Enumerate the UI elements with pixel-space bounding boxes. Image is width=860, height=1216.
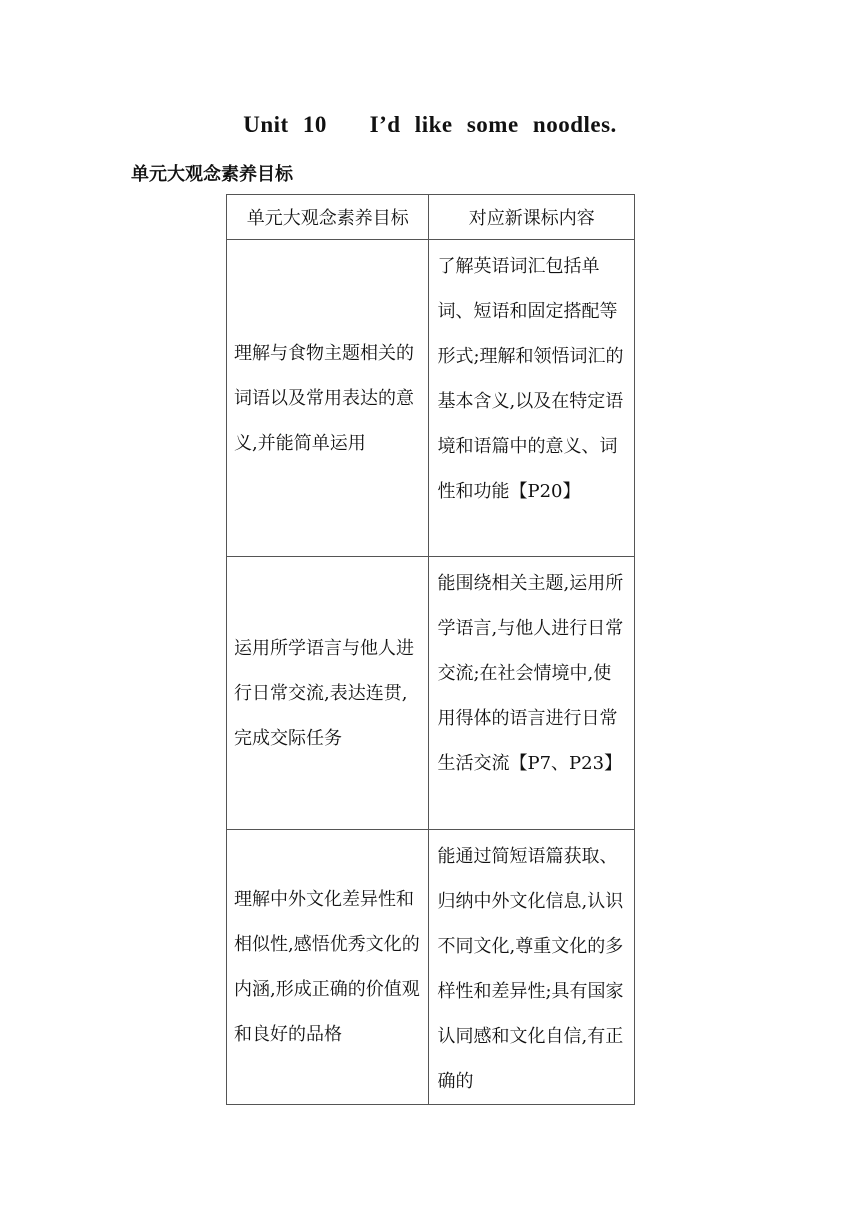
goals-table [226, 194, 635, 1105]
table-header-goal: 单元大观念素养目标 [227, 195, 429, 240]
goal-cell: 运用所学语言与他人进行日常交流,表达连贯,完成交际任务 [227, 557, 429, 830]
standard-cell: 了解英语词汇包括单词、短语和固定搭配等形式;理解和领悟词汇的基本含义,以及在特定语境和语篇中的意义、词性和功能【P20】 [429, 240, 635, 557]
table-header-standard: 对应新课标内容 [429, 195, 635, 240]
section-heading: 单元大观念素养目标 [131, 164, 293, 185]
standard-cell: 能围绕相关主题,运用所学语言,与他人进行日常交流;在社会情境中,使用得体的语言进行日常生活交流【P7、P23】 [429, 557, 635, 830]
goal-cell: 理解与食物主题相关的词语以及常用表达的意义,并能简单运用 [227, 240, 429, 557]
table-row [227, 557, 635, 830]
page-title: Unit 10 I’d like some noodles. [243, 112, 617, 137]
table-row [227, 830, 635, 1105]
standard-cell: 能通过简短语篇获取、归纳中外文化信息,认识不同文化,尊重文化的多样性和差异性;具有国家认同感和文化自信,有正确的 [429, 830, 635, 1105]
table-header-row [227, 195, 635, 240]
table-row [227, 240, 635, 557]
goal-cell: 理解中外文化差异性和相似性,感悟优秀文化的内涵,形成正确的价值观和良好的品格 [227, 830, 429, 1105]
